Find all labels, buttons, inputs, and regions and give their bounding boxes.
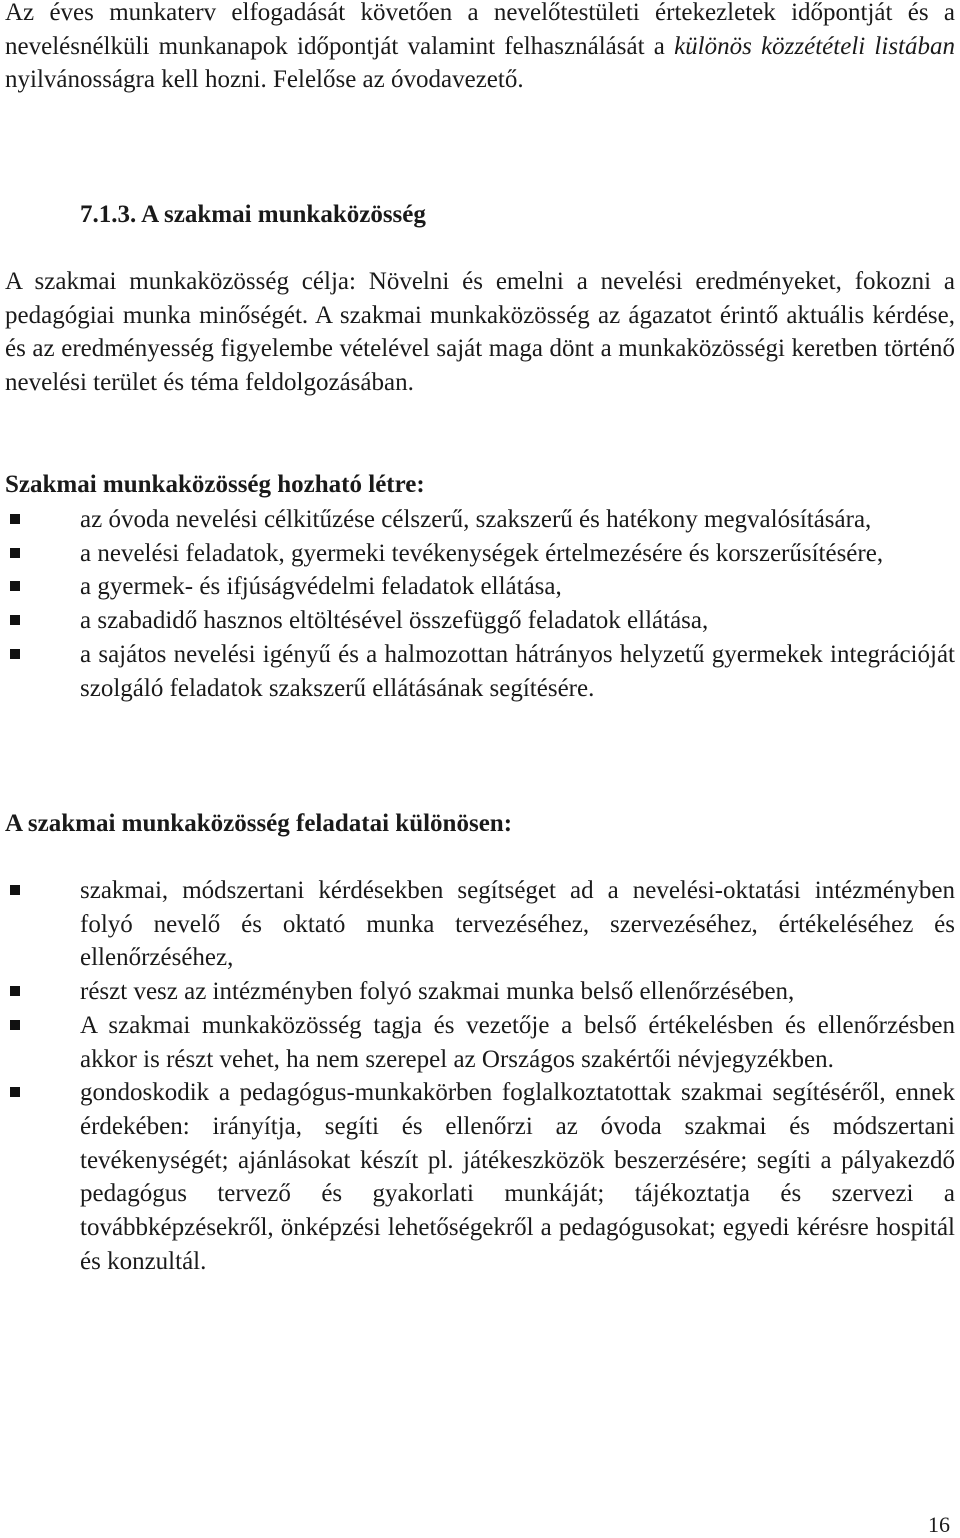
tasks-heading: A szakmai munkaközösség feladatai különösen: [5,810,513,837]
square-bullet-icon [10,1087,20,1097]
square-bullet-icon [10,986,20,996]
intro-text-end: nyilvánosságra kell hozni. Felelőse az óvodavezető. [5,66,524,94]
list-item [5,638,955,705]
square-bullet-icon [10,581,20,591]
creation-list [5,503,955,705]
square-bullet-icon [10,514,20,524]
document-page [5,0,955,1537]
list-item-text: A szakmai munkaközösség tagja és vezetője a belső értékelésben és ellenőrzésben akkor is részt vehet, ha nem szerepel az Országos szakértői névjegyzékben. [80,1011,955,1073]
list-item-text: a nevelési feladatok, gyermeki tevékenységek értelmezésére és korszerűsítésére, [80,539,884,567]
square-bullet-icon [10,615,20,625]
page-number: 16 [928,1512,950,1537]
list-item [5,570,955,604]
list-item [5,537,955,571]
list-item-text: gondoskodik a pedagógus-munkakörben foglalkoztatottak szakmai segítéséről, ennek érdekében: irányítja, segíti és ellenőrzi az óvoda szakmai és módszertani tevékenységét; ajánlásokat készít pl. játékeszközök beszerzésére; segíti a pályakezdő pedagógus tervező és gyakorlati munkáját; tájékoztatja és szervezi a továbbképzésekről, önképzési lehetőségekről a pedagógusokat; egyedi kérésre hospitál és konzultál. [80,1079,955,1275]
list-item-text: az óvoda nevelési célkitűzése célszerű, szakszerű és hatékony megvalósítására, [80,506,872,533]
square-bullet-icon [10,1020,20,1030]
intro-italic-text: különös közzétételi listában [674,32,956,60]
square-bullet-icon [10,649,20,659]
list-item [5,1009,955,1076]
list-item [5,604,955,638]
square-bullet-icon [10,548,20,558]
section-heading: 7.1.3. A szakmai munkaközösség [80,201,426,228]
tasks-list [5,874,955,1278]
list-item-text: részt vesz az intézményben folyó szakmai munka belső ellenőrzésében, [80,978,795,1006]
list-item [5,975,955,1009]
list-item-text: szakmai, módszertani kérdésekben segítséget ad a nevelési-oktatási intézményben folyó nevelő és oktató munka tervezéséhez, szervezéséhez, értékeléséhez és ellenőrzéséhez, [80,877,955,972]
list-item-text: a szabadidő hasznos eltöltésével összefüggő feladatok ellátása, [80,607,709,635]
list-item-text: a gyermek- és ifjúságvédelmi feladatok ellátása, [80,573,562,601]
section-paragraph: A szakmai munkaközösség célja: Növelni és emelni a nevelési eredményeket, fokozni a pedagógiai munka minőségét. A szakmai munkaközösség az ágazatot érintő aktuális kérdése, és az eredményesség figyelembe vételével saját maga dönt a munkaközösségi keretben történő nevelési terület és téma feldolgozásában. [5,268,955,397]
list-item-text: a sajátos nevelési igényű és a halmozottan hátrányos helyzetű gyermekek integrációját szolgáló feladatok szakszerű ellátásának segítésére. [80,640,955,702]
list-item [5,1076,955,1278]
intro-text: Az éves munkaterv elfogadását követően a nevelőtestületi értekezletek időpontját és a nevelésnélküli munkanapok időpontját valamint felhasználását a [5,0,955,60]
list-item [5,874,955,975]
list-item [5,503,955,537]
square-bullet-icon [10,885,20,895]
creation-heading: Szakmai munkaközösség hozható létre: [5,471,425,498]
intro-paragraph [5,0,955,97]
